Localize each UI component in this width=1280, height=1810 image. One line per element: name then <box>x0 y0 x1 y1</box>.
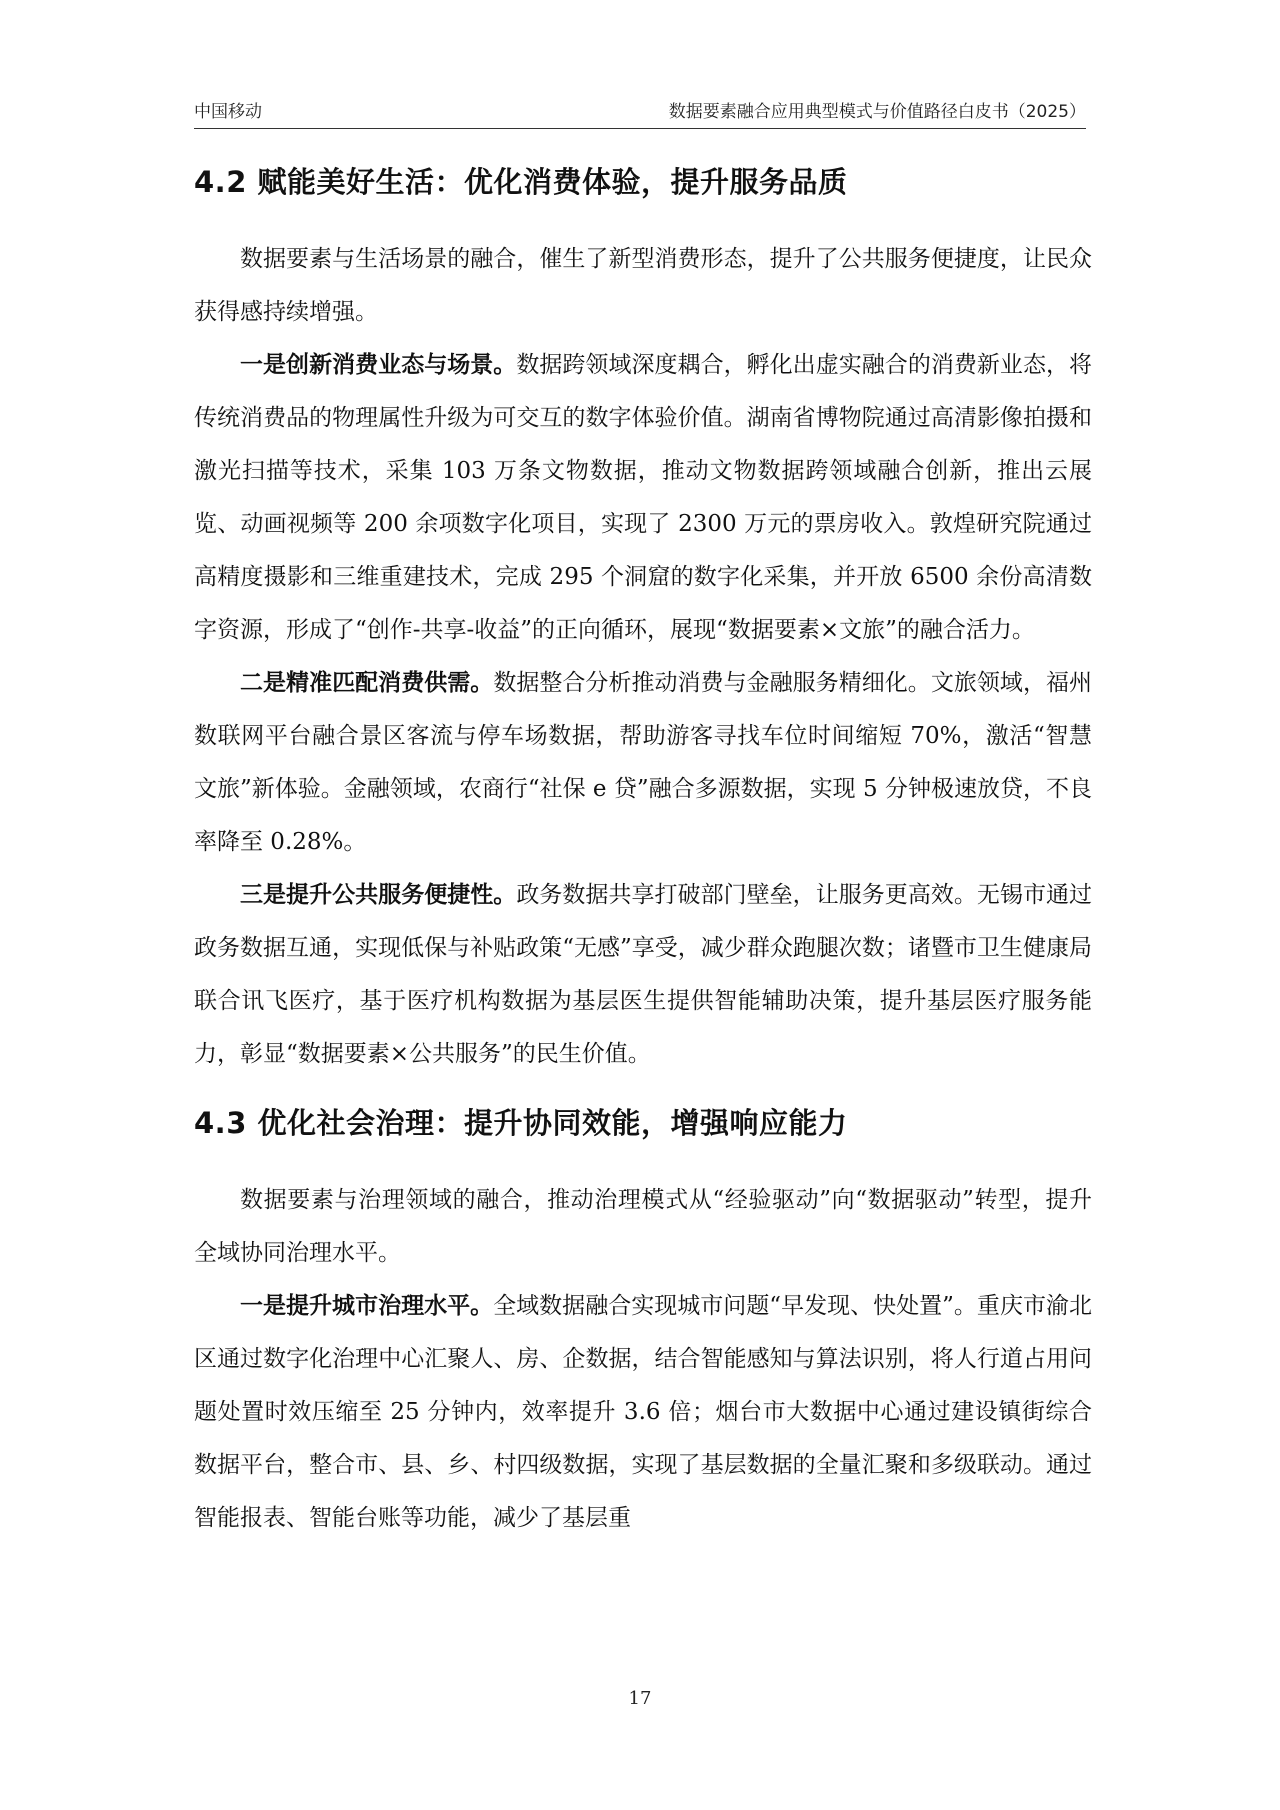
section-4-2-paragraph-2 <box>194 657 1092 869</box>
section-4-3-paragraph-1 <box>194 1280 1092 1545</box>
section-4-2-paragraph-1 <box>194 339 1092 657</box>
section-4-3-intro: 数据要素与治理领域的融合，推动治理模式从“经验驱动”向“数据驱动”转型，提升全域协同治理水平。 <box>194 1187 1092 1266</box>
paragraph-body: 政务数据共享打破部门壁垒，让服务更高效。无锡市通过政务数据互通，实现低保与补贴政策“无感”享受，减少群众跑腿次数；诸暨市卫生健康局联合讯飞医疗，基于医疗机构数据为基层医生提供智能辅助决策，提升基层医疗服务能力，彰显“数据要素×公共服务”的民生价值。 <box>194 882 1093 1067</box>
paragraph-lead: 三是提升公共服务便捷性。 <box>240 882 517 908</box>
header-left-title: 中国移动 <box>194 102 262 122</box>
section-4-2-intro: 数据要素与生活场景的融合，催生了新型消费形态，提升了公共服务便捷度，让民众获得感持续增强。 <box>194 246 1092 325</box>
page-content <box>194 160 1092 1545</box>
paragraph-body: 数据整合分析推动消费与金融服务精细化。文旅领域，福州数联网平台融合景区客流与停车场数据，帮助游客寻找车位时间缩短 70%，激活“智慧文旅”新体验。金融领域，农商行“社保 e 贷”融合多源数据，实现 5 分钟极速放贷，不良率降至 0.28%。 <box>194 670 1093 855</box>
paragraph-lead: 一是创新消费业态与场景。 <box>240 352 517 378</box>
paragraph-body: 数据跨领域深度耦合，孵化出虚实融合的消费新业态，将传统消费品的物理属性升级为可交互的数字体验价值。湖南省博物院通过高清影像拍摄和激光扫描等技术，采集 103 万条文物数据，推动文物数据跨领域融合创新，推出云展览、动画视频等 200 余项数字化项目，实现了 2300 万元的票房收入。敦煌研究院通过高精度摄影和三维重建技术，完成 295 个洞窟的数字化采集，并开放 6500 余份高清数字资源，形成了“创作-共享-收益”的正向循环，展现“数据要素×文旅”的融合活力。 <box>194 352 1093 643</box>
header-right-title: 数据要素融合应用典型模式与价值路径白皮书（2025） <box>668 102 1086 122</box>
section-4-2-paragraph-3 <box>194 869 1092 1081</box>
page-header <box>194 92 1086 129</box>
paragraph-lead: 二是精准匹配消费供需。 <box>240 670 494 696</box>
section-4-2-heading: 4.2 赋能美好生活：优化消费体验，提升服务品质 <box>194 165 848 199</box>
page-number: 17 <box>628 1688 652 1709</box>
paragraph-lead: 一是提升城市治理水平。 <box>240 1293 494 1319</box>
paragraph-body: 全域数据融合实现城市问题“早发现、快处置”。重庆市渝北区通过数字化治理中心汇聚人、房、企数据，结合智能感知与算法识别，将人行道占用问题处置时效压缩至 25 分钟内，效率提升 3.6 倍；烟台市大数据中心通过建设镇街综合数据平台，整合市、县、乡、村四级数据，实现了基层数据的全量汇聚和多级联动。通过智能报表、智能台账等功能，减少了基层重 <box>194 1293 1092 1531</box>
section-4-3-heading: 4.3 优化社会治理：提升协同效能，增强响应能力 <box>194 1106 848 1140</box>
